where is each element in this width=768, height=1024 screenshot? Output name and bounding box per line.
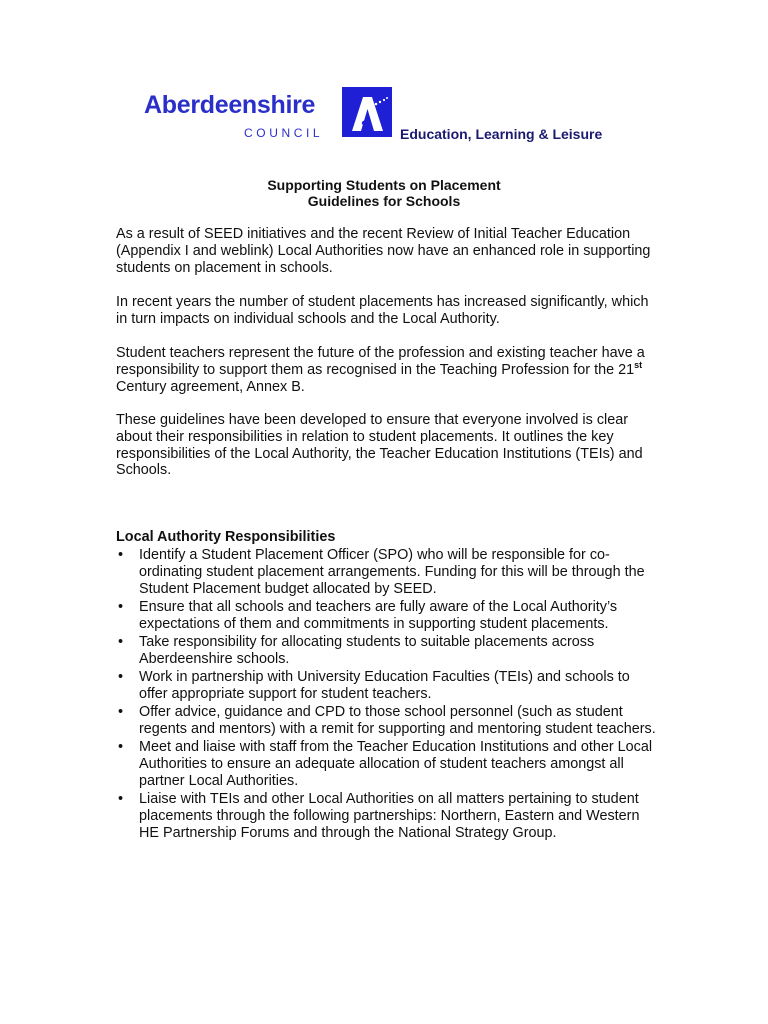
department-name: Education, Learning & Leisure	[400, 126, 603, 142]
paragraph: In recent years the number of student placements has increased significantly, which in turn impacts on individual schools and the Local Authority.	[116, 294, 649, 327]
paragraph	[116, 345, 661, 395]
responsibilities-list	[116, 547, 661, 843]
list-item: • Work in partnership with University Education Faculties (TEIs) and schools to offer appropriate support for student teachers.	[116, 669, 661, 703]
list-item: • Liaise with TEIs and other Local Authorities on all matters pertaining to student placements through the following partnerships: Northern, Eastern and Western HE Partnership Forums and through the National Strategy Group.	[116, 791, 661, 842]
logo-a-icon	[342, 87, 392, 137]
paragraph: As a result of SEED initiatives and the recent Review of Initial Teacher Education (Appendix I and weblink) Local Authorities now have an enhanced role in supporting students on placement in schools.	[116, 226, 651, 276]
logo-council: COUNCIL	[244, 126, 324, 140]
list-item: • Offer advice, guidance and CPD to those school personnel (such as student regents and mentors) with a remit for supporting and mentoring student teachers.	[116, 704, 661, 738]
paragraph: These guidelines have been developed to ensure that everyone involved is clear about their responsibilities in relation to student placements. It outlines the key responsibilities of the Local Authority, the Teacher Education Institutions (TEIs) and Schools.	[116, 412, 643, 479]
list-item: • Take responsibility for allocating students to suitable placements across Aberdeenshire schools.	[116, 634, 661, 668]
logo-wordmark: Aberdeenshire	[144, 91, 316, 119]
document-title: Supporting Students on Placement	[267, 177, 501, 193]
text: Student teachers represent the future of the profession and existing teacher have a responsibility to support them as recognised in the Teaching Profession for the 21	[116, 345, 645, 378]
section-heading: Local Authority Responsibilities	[116, 529, 336, 545]
superscript: st	[634, 360, 643, 370]
list-item: • Identify a Student Placement Officer (SPO) who will be responsible for co-ordinating student placement arrangements. Funding for this will be through the Student Placement budget allocated by SEED.	[116, 547, 661, 598]
list-item: • Meet and liaise with staff from the Teacher Education Institutions and other Local Authorities to ensure an adequate allocation of student teachers amongst all partner Local Authorities.	[116, 739, 661, 790]
text: Century agreement, Annex B.	[116, 378, 305, 395]
document-subtitle: Guidelines for Schools	[307, 193, 461, 209]
list-item: • Ensure that all schools and teachers are fully aware of the Local Authority’s expectations of them and commitments in supporting student placements.	[116, 599, 661, 633]
